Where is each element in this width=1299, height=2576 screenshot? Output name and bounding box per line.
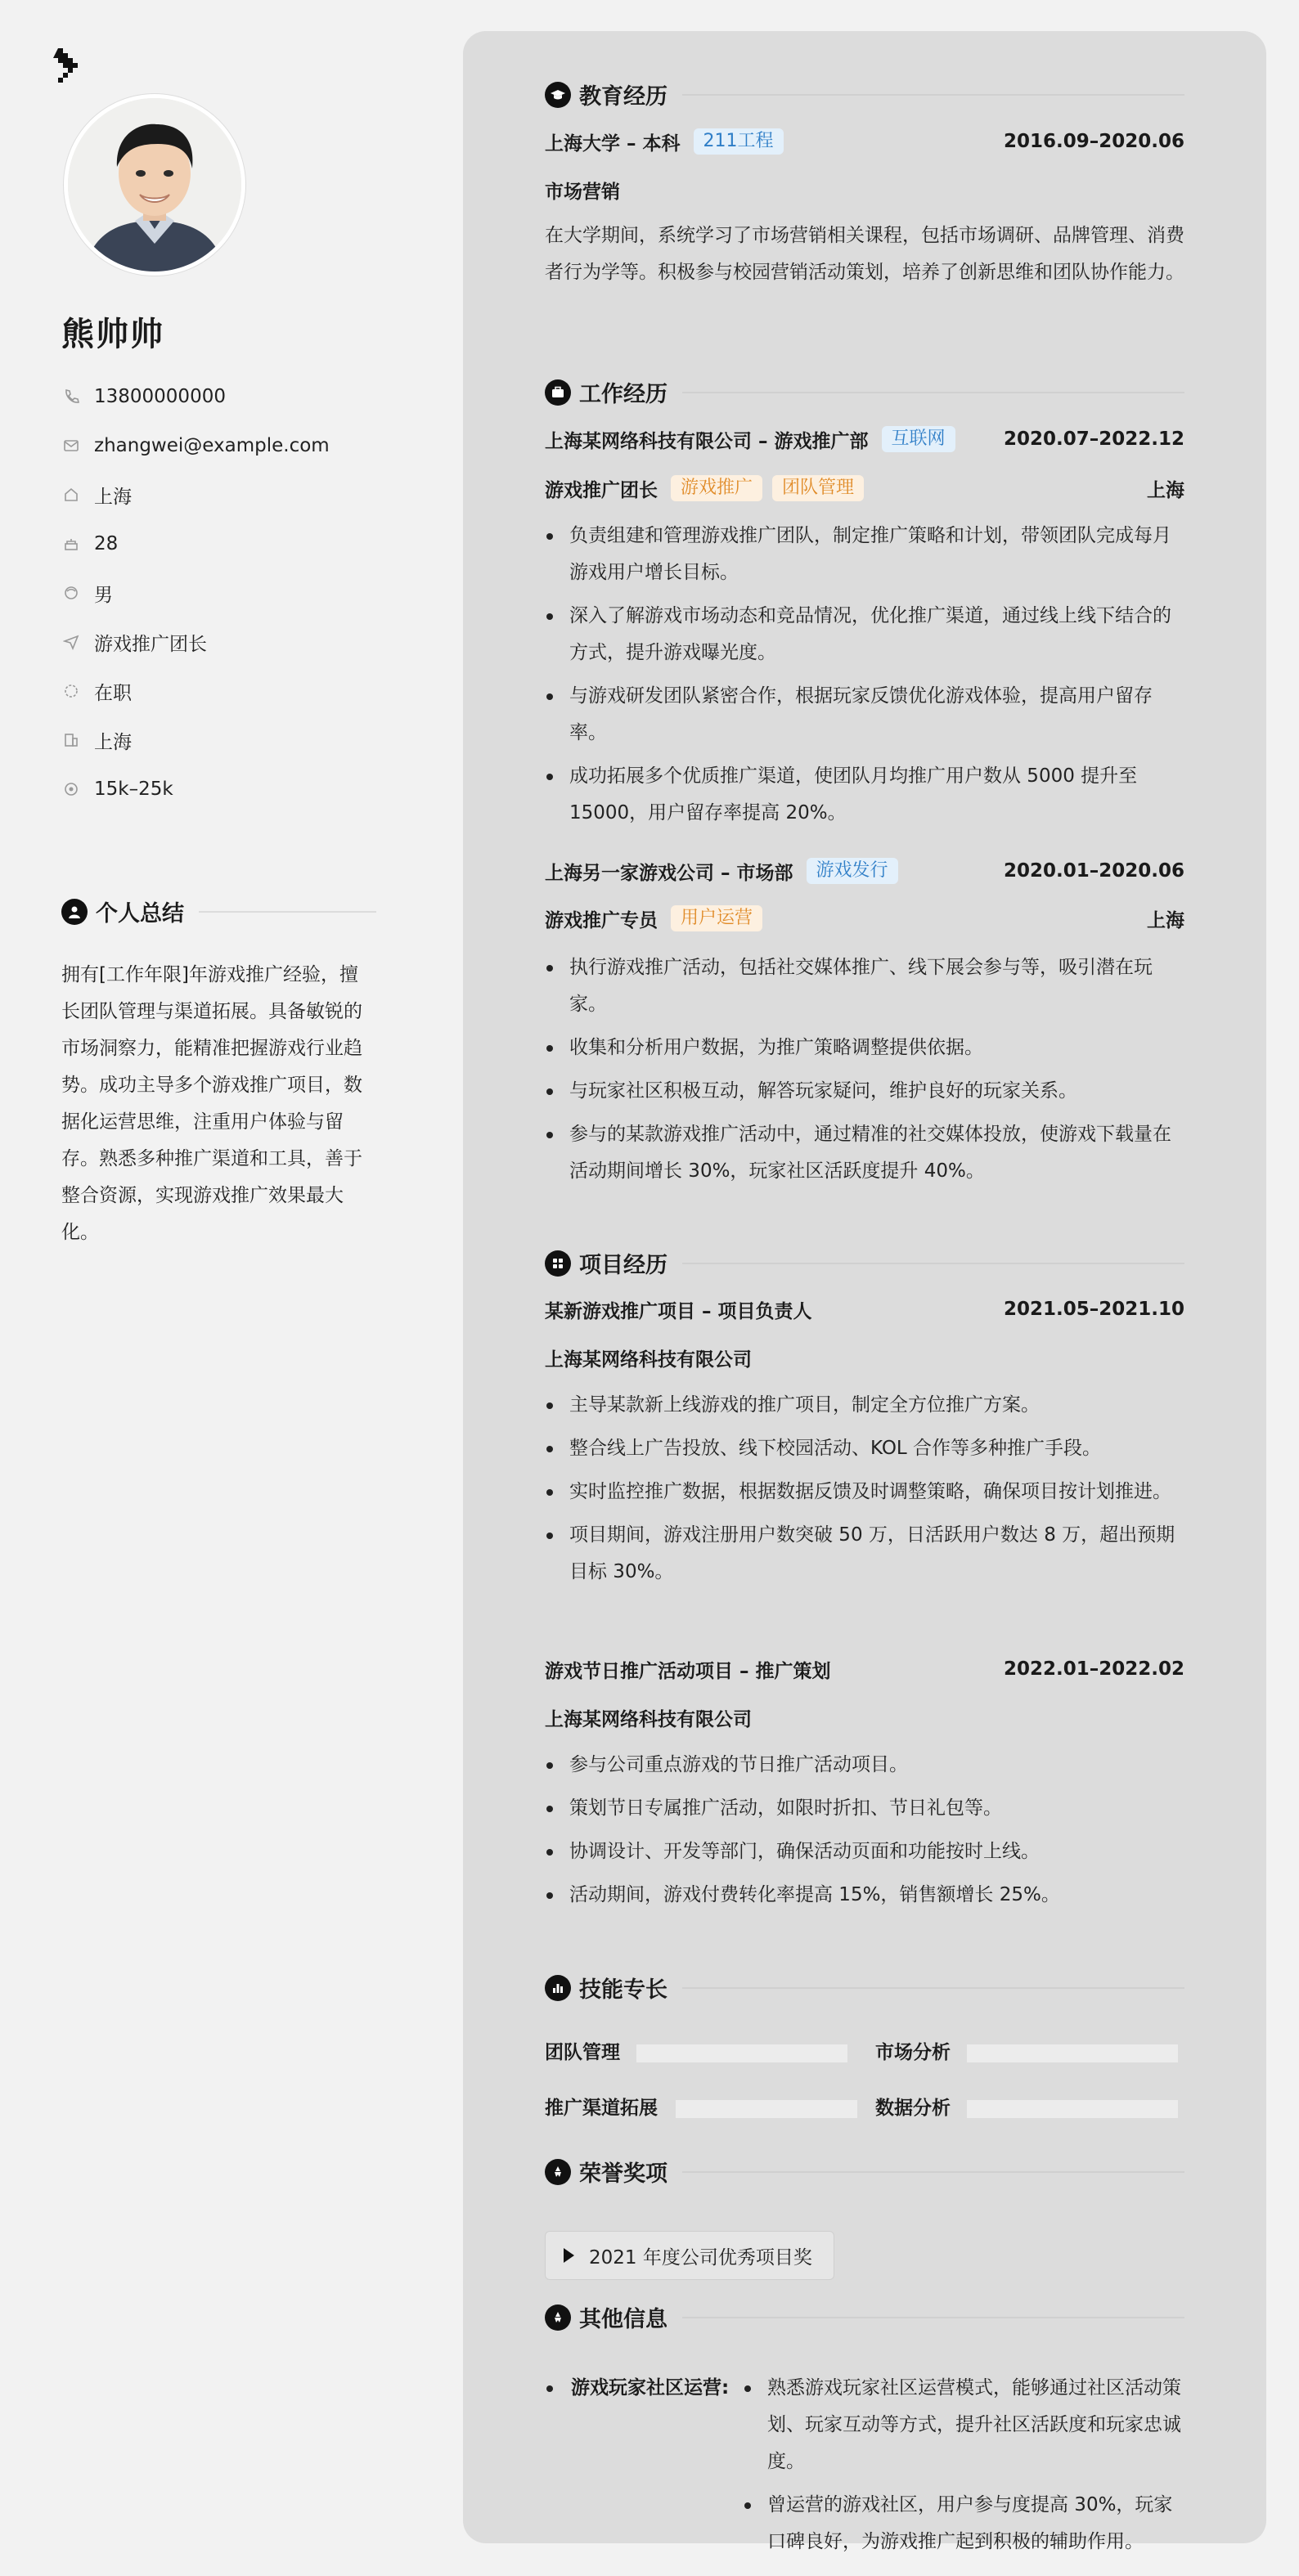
contact-phone-text: 13800000000: [94, 386, 226, 407]
list-item: 熟悉游戏玩家社区运营模式，能够通过社区活动策划、玩家互动等方式，提升社区活跃度和玩家忠诚度。: [743, 2370, 1184, 2480]
skill-item: [875, 2036, 1178, 2064]
other-header: [545, 2301, 1184, 2333]
job-1-role-tag: 游戏推广: [671, 475, 762, 501]
project-2-company-row: [545, 1703, 1184, 1731]
contact-email-text: zhangwei@example.com: [94, 435, 330, 456]
work-header: [545, 376, 1184, 408]
award-icon: [545, 2159, 571, 2185]
list-item: 成功拓展多个优质推广渠道，使团队月均推广用户数从 5000 提升至 15000，用户留存率提高 20%。: [545, 758, 1184, 832]
summary-title: 个人总结: [96, 901, 184, 927]
list-item: 深入了解游戏市场动态和竞品情况，优化推广渠道，通过线上线下结合的方式，提升游戏曝光度。: [545, 598, 1184, 671]
project-1-name: 某新游戏推广项目 – 项目负责人: [545, 1300, 812, 1322]
job-2-company: 上海另一家游戏公司 – 市场部: [545, 862, 793, 884]
major-row: [545, 176, 1184, 204]
coin-icon: [61, 779, 81, 799]
contact-salary-text: 15k–25k: [94, 779, 173, 800]
section-divider: [682, 2171, 1184, 2173]
skills-title: 技能专长: [579, 1977, 667, 2003]
project-2-date: 2022.01–2022.02: [1003, 1658, 1184, 1680]
school-name: 上海大学 – 本科: [545, 132, 681, 155]
project-2-row: [545, 1655, 1184, 1683]
job-1-city: 上海: [1147, 479, 1184, 501]
contact-age: [61, 519, 330, 568]
skill-bar-track: [676, 2100, 857, 2118]
user-icon: [61, 899, 88, 925]
skill-name: 数据分析: [875, 2097, 951, 2119]
job-2-date: 2020.01–2020.06: [1003, 860, 1184, 882]
list-item: 实时监控推广数据，根据数据反馈及时调整策略，确保项目按计划推进。: [545, 1474, 1184, 1510]
contact-phone: [61, 372, 330, 421]
list-item: 策划节日专属推广活动，如限时折扣、节日礼包等。: [545, 1790, 1184, 1827]
section-divider: [682, 1263, 1184, 1264]
info-icon: [545, 2304, 571, 2331]
other-title: 其他信息: [579, 2307, 667, 2332]
awards-title: 荣誉奖项: [579, 2161, 667, 2187]
summary-header: [61, 895, 376, 927]
education-title: 教育经历: [579, 84, 667, 110]
logo-icon: [53, 45, 86, 94]
job-1-role-tag: 团队管理: [772, 475, 864, 501]
section-divider: [682, 392, 1184, 393]
contact-position: [61, 617, 330, 666]
grid-icon: [545, 1250, 571, 1277]
skill-name: 推广渠道拓展: [545, 2097, 658, 2119]
skills-header: [545, 1972, 1184, 2004]
contact-work-city-text: 上海: [94, 731, 132, 753]
work-title: 工作经历: [579, 382, 667, 407]
send-icon: [61, 632, 81, 652]
list-item: 曾运营的游戏社区，用户参与度提高 30%，玩家口碑良好，为游戏推广起到积极的辅助作用。: [743, 2487, 1184, 2560]
section-divider: [199, 911, 376, 913]
list-item: 项目期间，游戏注册用户数突破 50 万，日活跃用户数达 8 万，超出预期目标 30%。: [545, 1517, 1184, 1591]
skill-name: 市场分析: [875, 2041, 951, 2063]
skill-bar-track: [967, 2100, 1178, 2118]
contact-status-text: 在职: [94, 682, 132, 704]
job-2-bullets: [545, 949, 1184, 1196]
skill-bar-track: [636, 2044, 847, 2062]
project-1-company: 上海某网络科技有限公司: [545, 1349, 752, 1371]
job-2-city: 上海: [1147, 909, 1184, 931]
contact-location: [61, 470, 330, 519]
contact-gender-text: 男: [94, 584, 113, 606]
contact-gender: [61, 568, 330, 617]
project-2-company: 上海某网络科技有限公司: [545, 1708, 752, 1730]
job-1-role: 游戏推广团长: [545, 479, 658, 501]
job-2-role-tag: 用户运营: [671, 905, 762, 931]
job-1-bullets: [545, 518, 1184, 838]
mail-icon: [61, 436, 81, 456]
list-item: 整合线上广告投放、线下校园活动、KOL 合作等多种推广手段。: [545, 1430, 1184, 1467]
contact-status: [61, 666, 330, 716]
section-divider: [682, 94, 1184, 96]
home-icon: [61, 485, 81, 505]
education-row: [545, 128, 1184, 155]
list-item: 收集和分析用户数据，为推广策略调整提供依据。: [545, 1030, 1184, 1066]
skill-item: [875, 2092, 1178, 2120]
other-bullets: [743, 2370, 1184, 2567]
skill-name: 团队管理: [545, 2041, 620, 2063]
main-card: [463, 31, 1266, 2552]
award-text: 2021 年度公司优秀项目奖: [589, 2246, 812, 2269]
awards-header: [545, 2156, 1184, 2188]
list-item: 参与公司重点游戏的节日推广活动项目。: [545, 1747, 1184, 1784]
job-1-company: 上海某网络科技有限公司 – 游戏推广部: [545, 430, 869, 452]
job-2-company-row: [545, 857, 1184, 885]
graduation-cap-icon: [545, 82, 571, 108]
education-header: [545, 79, 1184, 110]
major-name: 市场营销: [545, 181, 620, 203]
contact-location-text: 上海: [94, 486, 132, 508]
contact-work-city: [61, 716, 330, 765]
contact-position-text: 游戏推广团长: [94, 633, 207, 655]
skill-item: [545, 2092, 857, 2120]
skill-item: [545, 2036, 847, 2064]
skill-bar-track: [967, 2044, 1178, 2062]
list-item: 与玩家社区积极互动，解答玩家疑问，维护良好的玩家关系。: [545, 1073, 1184, 1110]
projects-title: 项目经历: [579, 1253, 667, 1278]
project-2-bullets: [545, 1747, 1184, 1920]
job-2-role: 游戏推广专员: [545, 909, 658, 931]
summary-text: 拥有[工作年限]年游戏推广经验，擅长团队管理与渠道拓展。具备敏锐的市场洞察力，能精准把握游戏行业趋势。成功主导多个游戏推广项目，数据化运营思维，注重用户体验与留存。熟悉多种推广渠道和工具，善于整合资源，实现游戏推广效果最大化。: [61, 964, 362, 1243]
education-date: 2016.09–2020.06: [1003, 131, 1184, 152]
list-item: 活动期间，游戏付费转化率提高 15%，销售额增长 25%。: [545, 1877, 1184, 1914]
job-1-role-row: [545, 474, 1184, 502]
contact-age-text: 28: [94, 533, 119, 554]
project-1-date: 2021.05–2021.10: [1003, 1299, 1184, 1320]
avatar: [64, 94, 245, 276]
list-item: 参与的某款游戏推广活动中，通过精准的社交媒体投放，使游戏下载量在活动期间增长 30%，玩家社区活跃度提升 40%。: [545, 1116, 1184, 1190]
bullet-dot: [546, 2385, 553, 2392]
caret-right-icon: [564, 2248, 574, 2263]
cake-icon: [61, 534, 81, 554]
status-icon: [61, 681, 81, 701]
education-description: 在大学期间，系统学习了市场营销相关课程，包括市场调研、品牌管理、消费者行为学等。积极参与校园营销活动策划，培养了创新思维和团队协作能力。: [545, 225, 1184, 283]
other-label: 游戏玩家社区运营:: [571, 2377, 730, 2399]
project-1-bullets: [545, 1387, 1184, 1597]
list-item: 负责组建和管理游戏推广团队，制定推广策略和计划，带领团队完成每月游戏用户增长目标。: [545, 518, 1184, 591]
list-item: 执行游戏推广活动，包括社交媒体推广、线下展会参与等，吸引潜在玩家。: [545, 949, 1184, 1023]
projects-header: [545, 1247, 1184, 1279]
building-icon: [61, 730, 81, 750]
section-divider: [682, 1987, 1184, 1989]
candidate-name: 熊帅帅: [61, 316, 164, 353]
job-2-industry-tag: 游戏发行: [807, 858, 898, 884]
school-tag: 211工程: [694, 128, 784, 155]
briefcase-icon: [545, 379, 571, 406]
contact-salary: [61, 765, 330, 814]
job-1-company-row: [545, 425, 1184, 453]
list-item: 协调设计、开发等部门，确保活动页面和功能按时上线。: [545, 1833, 1184, 1870]
section-divider: [682, 2317, 1184, 2318]
job-1-industry-tag: 互联网: [882, 426, 955, 452]
project-1-company-row: [545, 1344, 1184, 1371]
award-item[interactable]: [545, 2231, 834, 2280]
phone-icon: [61, 387, 81, 406]
job-1-date: 2020.07–2022.12: [1003, 429, 1184, 450]
contact-list: [61, 372, 330, 814]
bar-chart-icon: [545, 1975, 571, 2001]
project-2-name: 游戏节日推广活动项目 – 推广策划: [545, 1660, 831, 1682]
list-item: 与游戏研发团队紧密合作，根据玩家反馈优化游戏体验，提高用户留存率。: [545, 678, 1184, 752]
project-1-row: [545, 1295, 1184, 1323]
gender-icon: [61, 583, 81, 603]
list-item: 主导某款新上线游戏的推广项目，制定全方位推广方案。: [545, 1387, 1184, 1424]
contact-email: [61, 421, 330, 470]
job-2-role-row: [545, 904, 1184, 932]
